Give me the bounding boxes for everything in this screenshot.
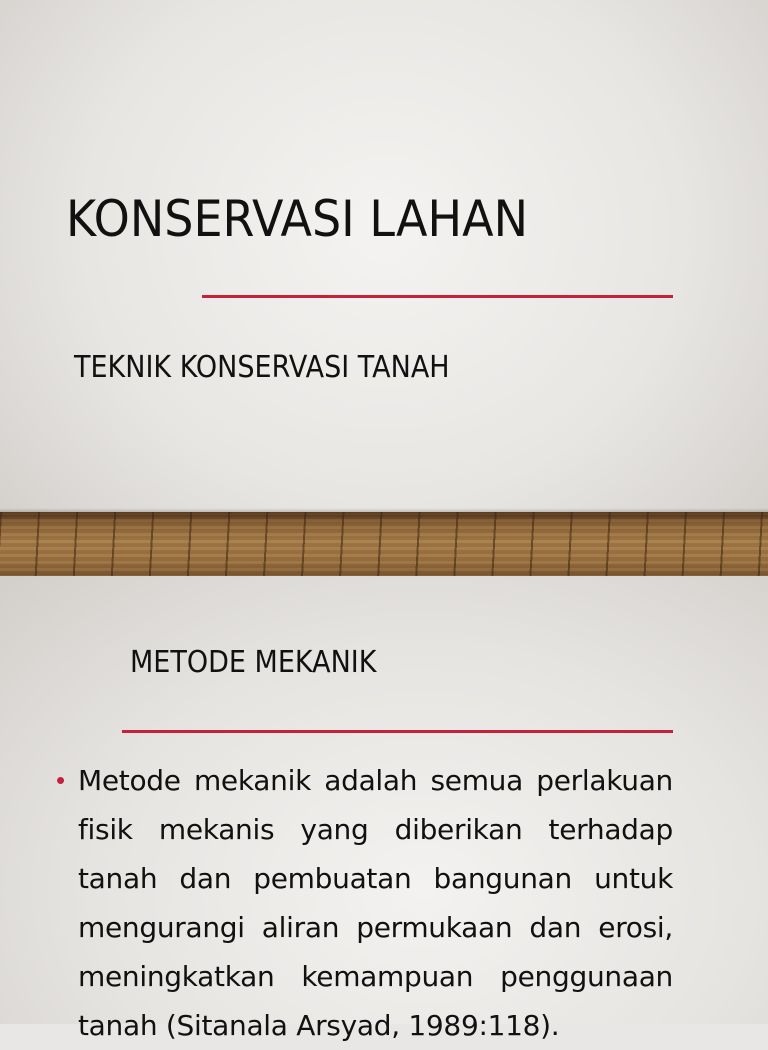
bullet-icon: • bbox=[56, 765, 66, 795]
heading-divider bbox=[122, 730, 673, 733]
bullet-text: Metode mekanik adalah semua perlakuan fisik mekanis yang diberikan terhadap tanah dan pembuatan bangunan untuk mengurangi aliran permukaan dan erosi, meningkatkan kemampuan penggunaan tanah (Sitanala Arsyad, 1989:118). bbox=[78, 764, 673, 1042]
wood-floor-decoration bbox=[0, 512, 768, 576]
list-item bbox=[56, 756, 673, 1050]
content-heading: METODE MEKANIK bbox=[130, 645, 377, 680]
bullet-list bbox=[56, 756, 673, 1050]
slide-title: KONSERVASI LAHAN bbox=[66, 190, 528, 248]
slide-subtitle: TEKNIK KONSERVASI TANAH bbox=[74, 350, 450, 385]
title-divider bbox=[202, 295, 673, 298]
